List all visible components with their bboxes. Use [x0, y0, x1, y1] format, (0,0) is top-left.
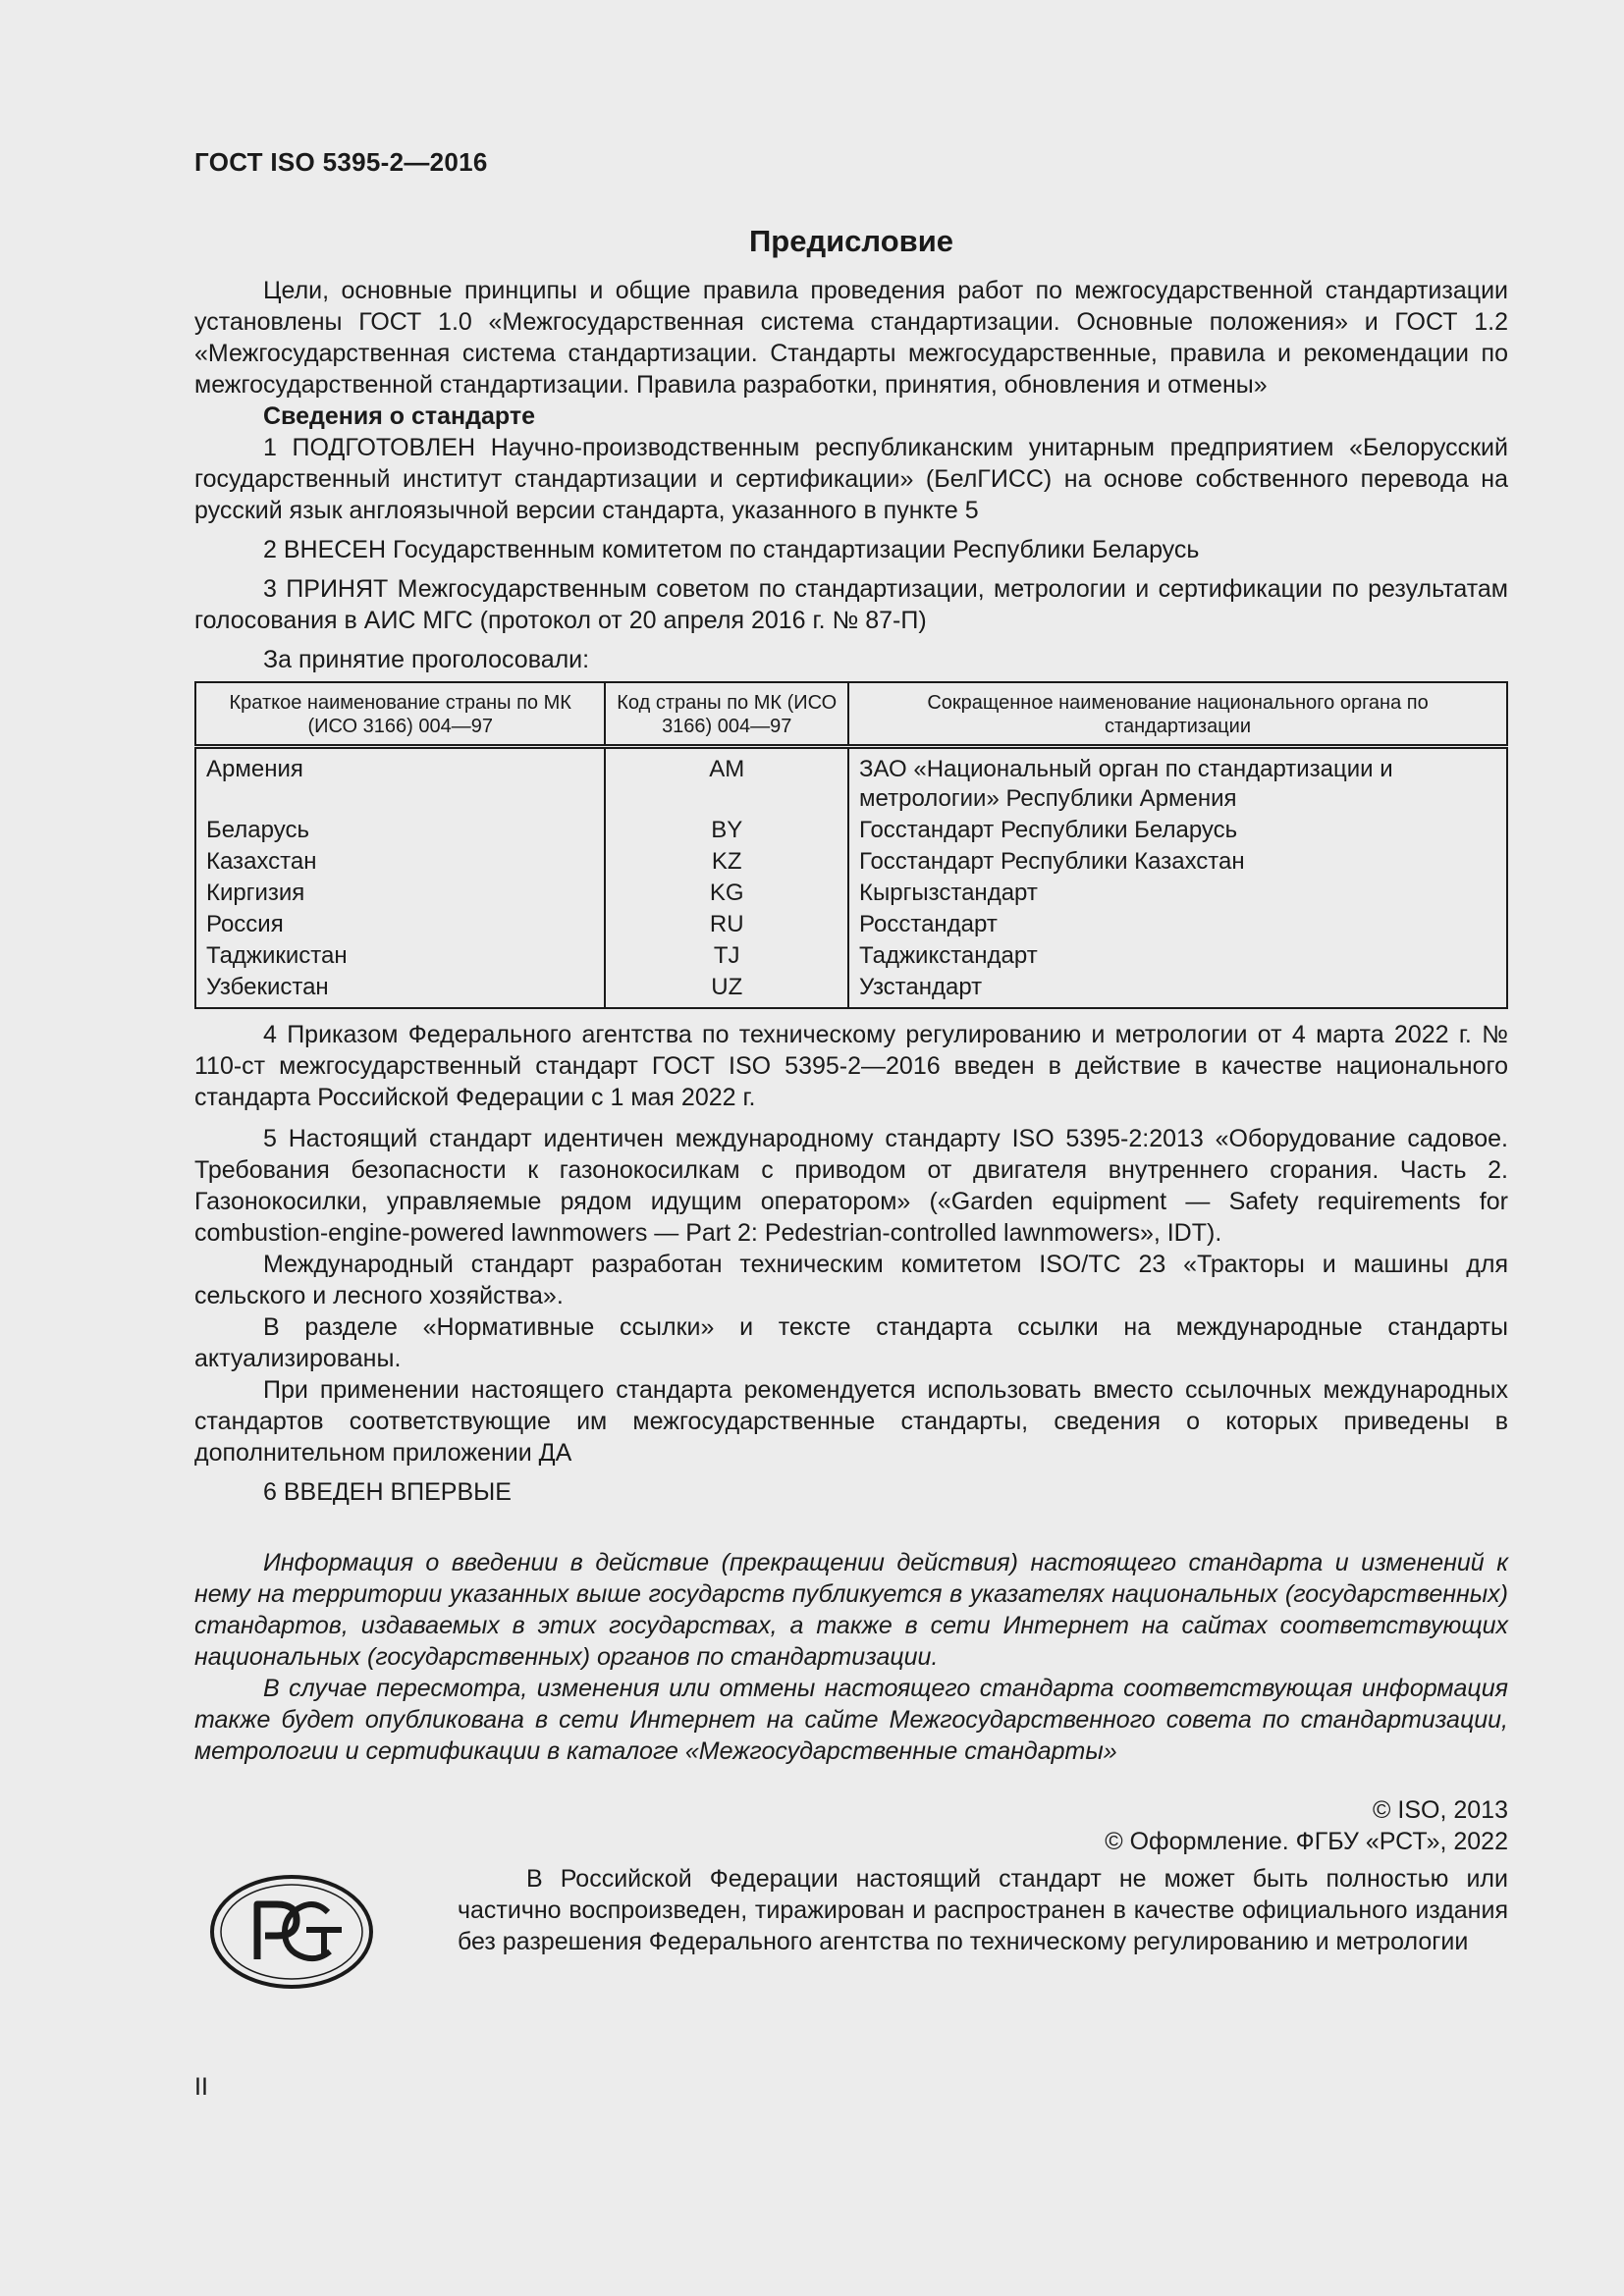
item-5-application-paragraph: При применении настоящего стандарта рекомендуется использовать вместо ссылочных международных стандартов соответствующие им межгосударственные стандарты, сведения о которых приведены в дополнительном приложении ДА	[194, 1376, 1508, 1467]
item-2-paragraph: 2 ВНЕСЕН Государственным комитетом по стандартизации Республики Беларусь	[263, 536, 1200, 563]
cell-code: KG	[605, 878, 848, 909]
copyright-design: © Оформление. ФГБУ «РСТ», 2022	[1105, 1828, 1508, 1855]
italic-note-paragraph: В случае пересмотра, изменения или отмены настоящего стандарта соответствующая информация также будет опубликована в сети Интернет на сайте Межгосударственного совета по стандартизации, метрологии и сертификации в каталоге «Межгосударственные стандарты»	[194, 1675, 1508, 1765]
footer-notice-text: В Российской Федерации настоящий стандарт не может быть полностью или частично воспроизведен, тиражирован и распространен в качестве официального издания без разрешения Федерального агентства по техническому регулированию и метрологии	[458, 1865, 1508, 1955]
column-header-code: Код страны по МК (ИСО 3166) 004—97	[605, 682, 848, 747]
table-row	[195, 940, 1507, 972]
section-heading: Сведения о стандарте	[263, 402, 536, 430]
item-6-paragraph: 6 ВВЕДЕН ВПЕРВЫЕ	[263, 1478, 512, 1506]
cell-country: Россия	[195, 909, 605, 940]
cell-country: Армения	[195, 747, 605, 816]
column-header-body: Сокращенное наименование национального органа по стандартизации	[848, 682, 1507, 747]
cell-country: Беларусь	[195, 815, 605, 846]
cell-country: Узбекистан	[195, 972, 605, 1008]
cell-code: UZ	[605, 972, 848, 1008]
table-row	[195, 909, 1507, 940]
table-row	[195, 747, 1507, 816]
cell-country: Таджикистан	[195, 940, 605, 972]
table-row	[195, 972, 1507, 1008]
cell-body: Таджикстандарт	[859, 942, 1038, 969]
document-content	[194, 222, 1508, 2001]
item-4-paragraph: 4 Приказом Федерального агентства по техническому регулированию и метрологии от 4 марта 2022 г. № 110-ст межгосударственный стандарт ГОСТ ISO 5395-2—2016 введен в действие в качестве национального стандарта Российской Федерации с 1 мая 2022 г.	[194, 1021, 1508, 1111]
cell-code: AM	[605, 747, 848, 816]
copyright-block	[194, 1794, 1508, 1857]
footer-block	[194, 1863, 1508, 2001]
italic-note-paragraph: Информация о введении в действие (прекращении действия) настоящего стандарта и изменений к нему на территории указанных выше государств публикуется в указателях национальных (государственных) стандартов, издаваемых в этих государствах, а также в сети Интернет на сайтах соответствующих национальных (государственных) органов по стандартизации.	[194, 1549, 1508, 1671]
copyright-iso: © ISO, 2013	[1373, 1796, 1508, 1824]
cell-body: Госстандарт Республики Беларусь	[859, 817, 1238, 843]
cell-body: Узстандарт	[859, 974, 983, 1000]
voting-table	[194, 681, 1508, 1009]
table-row	[195, 815, 1507, 846]
cell-body: ЗАО «Национальный орган по стандартизации и метрологии» Республики Армения	[859, 756, 1393, 812]
cell-code: TJ	[605, 940, 848, 972]
page-number: II	[194, 2073, 208, 2101]
intro-paragraph: Цели, основные принципы и общие правила проведения работ по межгосударственной стандартизации установлены ГОСТ 1.0 «Межгосударственная система стандартизации. Основные положения» и ГОСТ 1.2 «Межгосударственная система стандартизации. Стандарты межгосударственные, правила и рекомендации по межгосударственной стандартизации. Правила разработки, принятия, обновления и отмены»	[194, 277, 1508, 399]
cell-code: BY	[605, 815, 848, 846]
cell-code: KZ	[605, 846, 848, 878]
item-5-paragraph: 5 Настоящий стандарт идентичен международному стандарту ISO 5395-2:2013 «Оборудование садовое. Требования безопасности к газонокосилкам с приводом от двигателя внутреннего сгорания. Часть 2. Газонокосилки, управляемые рядом идущим оператором» («Garden equipment — Safety requirements for combustion-engine-powered lawnmowers — Part 2: Pedestrian-controlled lawnmowers», IDT).	[194, 1125, 1508, 1247]
item-1-paragraph: 1 ПОДГОТОВЛЕН Научно-производственным республиканским унитарным предприятием «Белорусский государственный институт стандартизации и сертификации» (БелГИСС) на основе собственного перевода на русский язык англоязычной версии стандарта, указанного в пункте 5	[194, 434, 1508, 524]
table-row	[195, 878, 1507, 909]
item-5-references-paragraph: В разделе «Нормативные ссылки» и тексте стандарта ссылки на международные стандарты актуализированы.	[194, 1313, 1508, 1372]
rst-logo-icon	[208, 1873, 375, 1991]
cell-country: Казахстан	[195, 846, 605, 878]
footer-notice	[458, 1863, 1508, 1957]
page-title: Предисловие	[748, 224, 953, 258]
item-3-paragraph: 3 ПРИНЯТ Межгосударственным советом по стандартизации, метрологии и сертификации по результатам голосования в АИС МГС (протокол от 20 апреля 2016 г. № 87-П)	[194, 575, 1508, 634]
item-5-committee-paragraph: Международный стандарт разработан техническим комитетом ISO/TC 23 «Тракторы и машины для сельского и лесного хозяйства».	[194, 1251, 1508, 1309]
voted-label: За принятие проголосовали:	[263, 646, 590, 673]
document-code-header: ГОСТ ISO 5395-2—2016	[194, 147, 488, 177]
column-header-country: Краткое наименование страны по МК (ИСО 3166) 004—97	[195, 682, 605, 747]
cell-body: Росстандарт	[859, 911, 998, 937]
table-row	[195, 846, 1507, 878]
cell-code: RU	[605, 909, 848, 940]
cell-body: Госстандарт Республики Казахстан	[859, 848, 1245, 875]
cell-country: Киргизия	[195, 878, 605, 909]
cell-body: Кыргызстандарт	[859, 880, 1038, 906]
table-header-row	[195, 682, 1507, 747]
